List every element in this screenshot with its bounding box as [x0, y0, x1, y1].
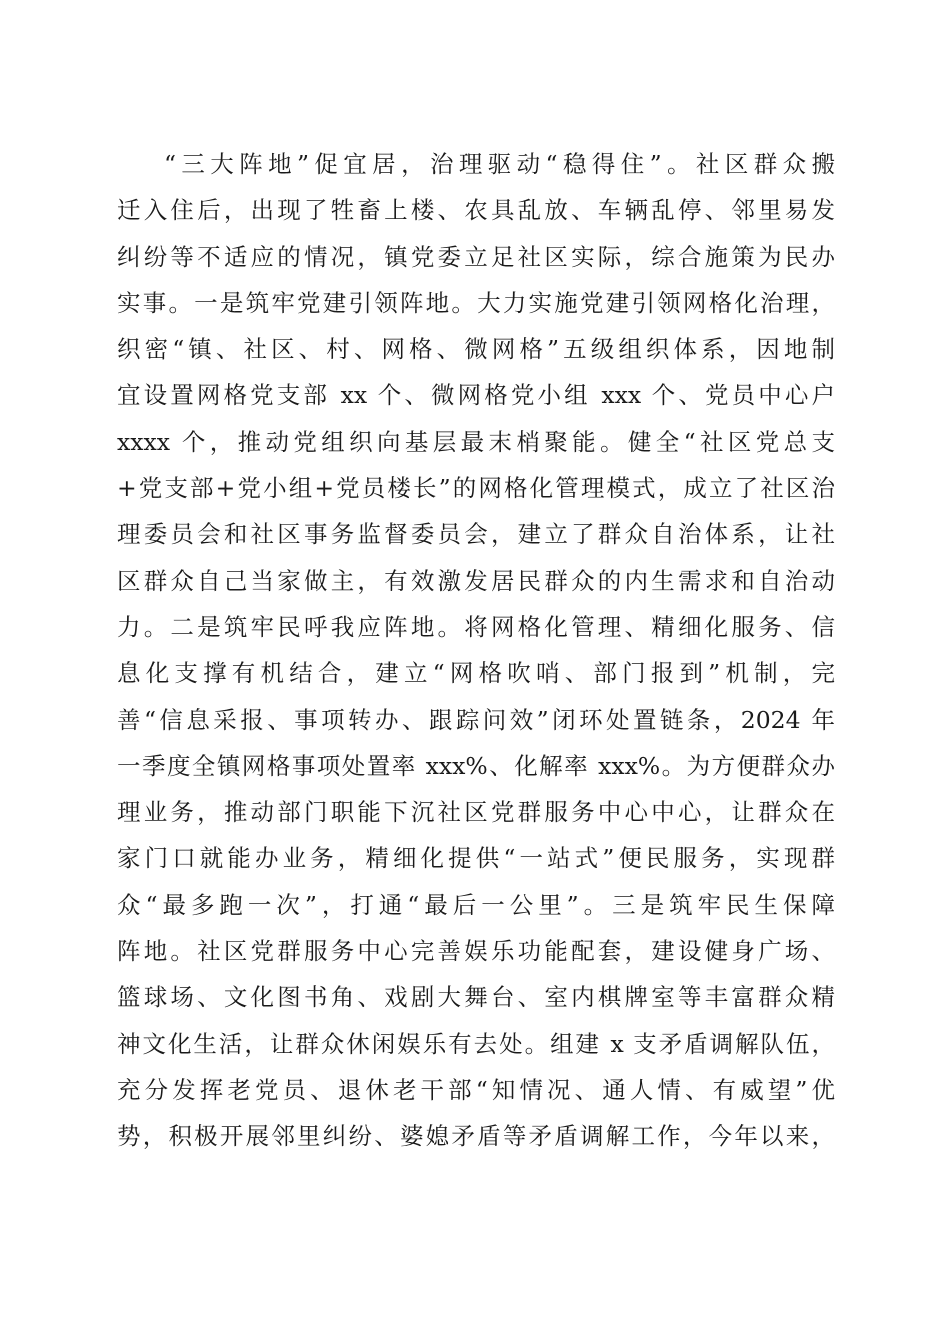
text-line: 势，积极开展邻里纠纷、婆媳矛盾等矛盾调解工作，今年以来，	[117, 1122, 835, 1151]
text-line: 息化支撑有机结合，建立“网格吹哨、部门报到”机制，完	[117, 659, 835, 688]
text-line: 众“最多跑一次”，打通“最后一公里”。三是筑牢民生保障	[117, 890, 835, 919]
text-line: 理业务，推动部门职能下沉社区党群服务中心中心，让群众在	[117, 798, 835, 827]
text-line: 充分发挥老党员、退休老干部“知情况、通人情、有威望”优	[117, 1075, 835, 1104]
text-line: xxxx 个，推动党组织向基层最末梢聚能。健全“社区党总支	[117, 427, 835, 456]
text-line: 神文化生活，让群众休闲娱乐有去处。组建 x 支矛盾调解队伍，	[117, 1029, 835, 1058]
text-line: 善“信息采报、事项转办、跟踪问效”闭环处置链条，2024 年	[117, 705, 835, 734]
text-line: +党支部+党小组+党员楼长”的网格化管理模式，成立了社区治	[117, 474, 835, 503]
text-line: 篮球场、文化图书角、戏剧大舞台、室内棋牌室等丰富群众精	[117, 983, 835, 1012]
text-line: 理委员会和社区事务监督委员会，建立了群众自治体系，让社	[117, 520, 835, 549]
text-line: 实事。一是筑牢党建引领阵地。大力实施党建引领网格化治理，	[117, 288, 835, 317]
text-line: “三大阵地”促宜居，治理驱动“稳得住”。社区群众搬	[164, 150, 835, 178]
text-line: 力。二是筑牢民呼我应阵地。将网格化管理、精细化服务、信	[117, 612, 835, 641]
text-line: 阵地。社区党群服务中心完善娱乐功能配套，建设健身广场、	[117, 937, 835, 966]
text-line: 一季度全镇网格事项处置率 xxx%、化解率 xxx%。为方便群众办	[117, 751, 835, 780]
text-line: 纠纷等不适应的情况，镇党委立足社区实际，综合施策为民办	[117, 242, 835, 271]
text-line: 宜设置网格党支部 xx 个、微网格党小组 xxx 个、党员中心户	[117, 381, 835, 410]
text-line: 织密“镇、社区、村、网格、微网格”五级组织体系，因地制	[117, 335, 835, 364]
body-paragraph	[117, 141, 835, 1160]
text-line: 迁入住后，出现了牲畜上楼、农具乱放、车辆乱停、邻里易发	[117, 196, 835, 225]
text-line: 区群众自己当家做主，有效激发居民群众的内生需求和自治动	[117, 566, 835, 595]
text-line: 家门口就能办业务，精细化提供“一站式”便民服务，实现群	[117, 844, 835, 873]
